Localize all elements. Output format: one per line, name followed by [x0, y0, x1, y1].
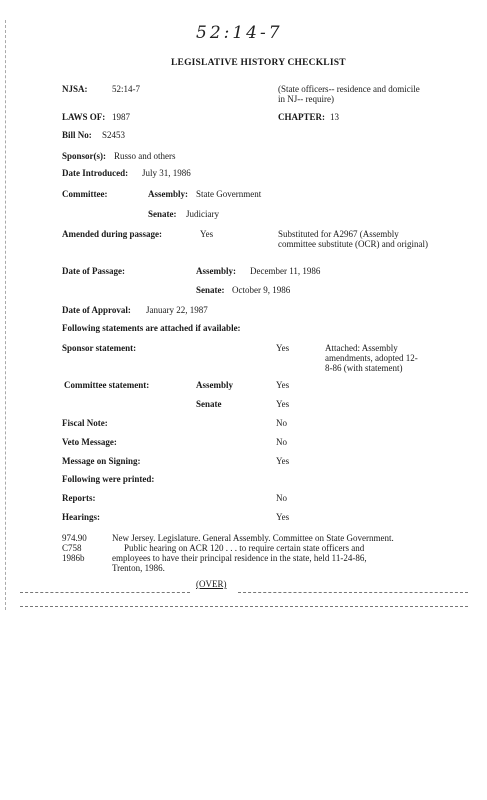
footer-dashes-lower	[20, 606, 468, 607]
committee-statement-label: Committee statement:	[64, 380, 150, 390]
citation-line-1: New Jersey. Legislature. General Assembly. Committee on State Government.	[112, 533, 394, 543]
sponsors-label: Sponsor(s):	[62, 151, 107, 161]
passage-senate-value: October 9, 1986	[232, 285, 291, 295]
njsa-description: (State officers-- residence and domicile in NJ-- require)	[278, 84, 420, 104]
committee-statement-senate-value: Yes	[276, 399, 290, 409]
call-number-line-2: C758	[62, 543, 82, 553]
passage-senate-label: Senate:	[196, 285, 225, 295]
citation-line-2: Public hearing on ACR 120 . . . to require certain state officers and	[124, 543, 365, 553]
approval-label: Date of Approval:	[62, 305, 131, 315]
amended-note: Substituted for A2967 (Assembly committee substitute (OCR) and original)	[278, 229, 428, 249]
passage-assembly-value: December 11, 1986	[250, 266, 321, 276]
bill-no-label: Bill No:	[62, 130, 92, 140]
passage-label: Date of Passage:	[62, 266, 125, 276]
footer-dashes-left	[20, 592, 190, 593]
chapter-value: 13	[330, 112, 339, 122]
citation-line-3: employees to have their principal residence in the state, held 11-24-86,	[112, 553, 367, 563]
sponsor-statement-note: Attached: Assembly amendments, adopted 12-8-86 (with statement)	[325, 343, 418, 373]
over-marker: (OVER)	[196, 579, 227, 589]
njsa-value: 52:14-7	[112, 84, 140, 94]
call-number-line-1: 974.90	[62, 533, 87, 543]
handwritten-statute-number: 52:14-7	[196, 23, 283, 43]
veto-value: No	[276, 437, 287, 447]
call-number-line-3: 1986b	[62, 553, 85, 563]
laws-of-label: LAWS OF:	[62, 112, 106, 122]
bill-no-value: S2453	[102, 130, 126, 140]
amended-value: Yes	[200, 229, 214, 239]
passage-assembly-label: Assembly:	[196, 266, 236, 276]
committee-statement-assembly-value: Yes	[276, 380, 290, 390]
statements-heading: Following statements are attached if available:	[62, 323, 241, 333]
committee-assembly-value: State Government	[196, 189, 262, 199]
left-margin-dashes	[5, 20, 6, 610]
veto-label: Veto Message:	[62, 437, 117, 447]
sponsor-statement-label: Sponsor statement:	[62, 343, 137, 353]
signing-label: Message on Signing:	[62, 456, 141, 466]
printed-heading: Following were printed:	[62, 474, 155, 484]
committee-assembly-label: Assembly:	[148, 189, 188, 199]
sponsor-statement-value: Yes	[276, 343, 290, 353]
committee-label: Committee:	[62, 189, 108, 199]
fiscal-note-label: Fiscal Note:	[62, 418, 108, 428]
date-introduced-value: July 31, 1986	[142, 168, 191, 178]
chapter-label: CHAPTER:	[278, 112, 325, 122]
footer-dashes-right	[238, 592, 468, 593]
committee-senate-value: Judiciary	[186, 209, 219, 219]
amended-label: Amended during passage:	[62, 229, 163, 239]
reports-label: Reports:	[62, 493, 96, 503]
citation-line-4: Trenton, 1986.	[112, 563, 165, 573]
fiscal-note-value: No	[276, 418, 287, 428]
committee-statement-assembly-label: Assembly	[196, 380, 234, 390]
njsa-label: NJSA:	[62, 84, 88, 94]
page-title: LEGISLATIVE HISTORY CHECKLIST	[171, 58, 346, 68]
committee-statement-senate-label: Senate	[196, 399, 222, 409]
signing-value: Yes	[276, 456, 290, 466]
approval-value: January 22, 1987	[146, 305, 208, 315]
hearings-value: Yes	[276, 512, 290, 522]
hearings-label: Hearings:	[62, 512, 100, 522]
sponsors-value: Russo and others	[114, 151, 176, 161]
committee-senate-label: Senate:	[148, 209, 177, 219]
date-introduced-label: Date Introduced:	[62, 168, 129, 178]
reports-value: No	[276, 493, 287, 503]
laws-of-value: 1987	[112, 112, 130, 122]
